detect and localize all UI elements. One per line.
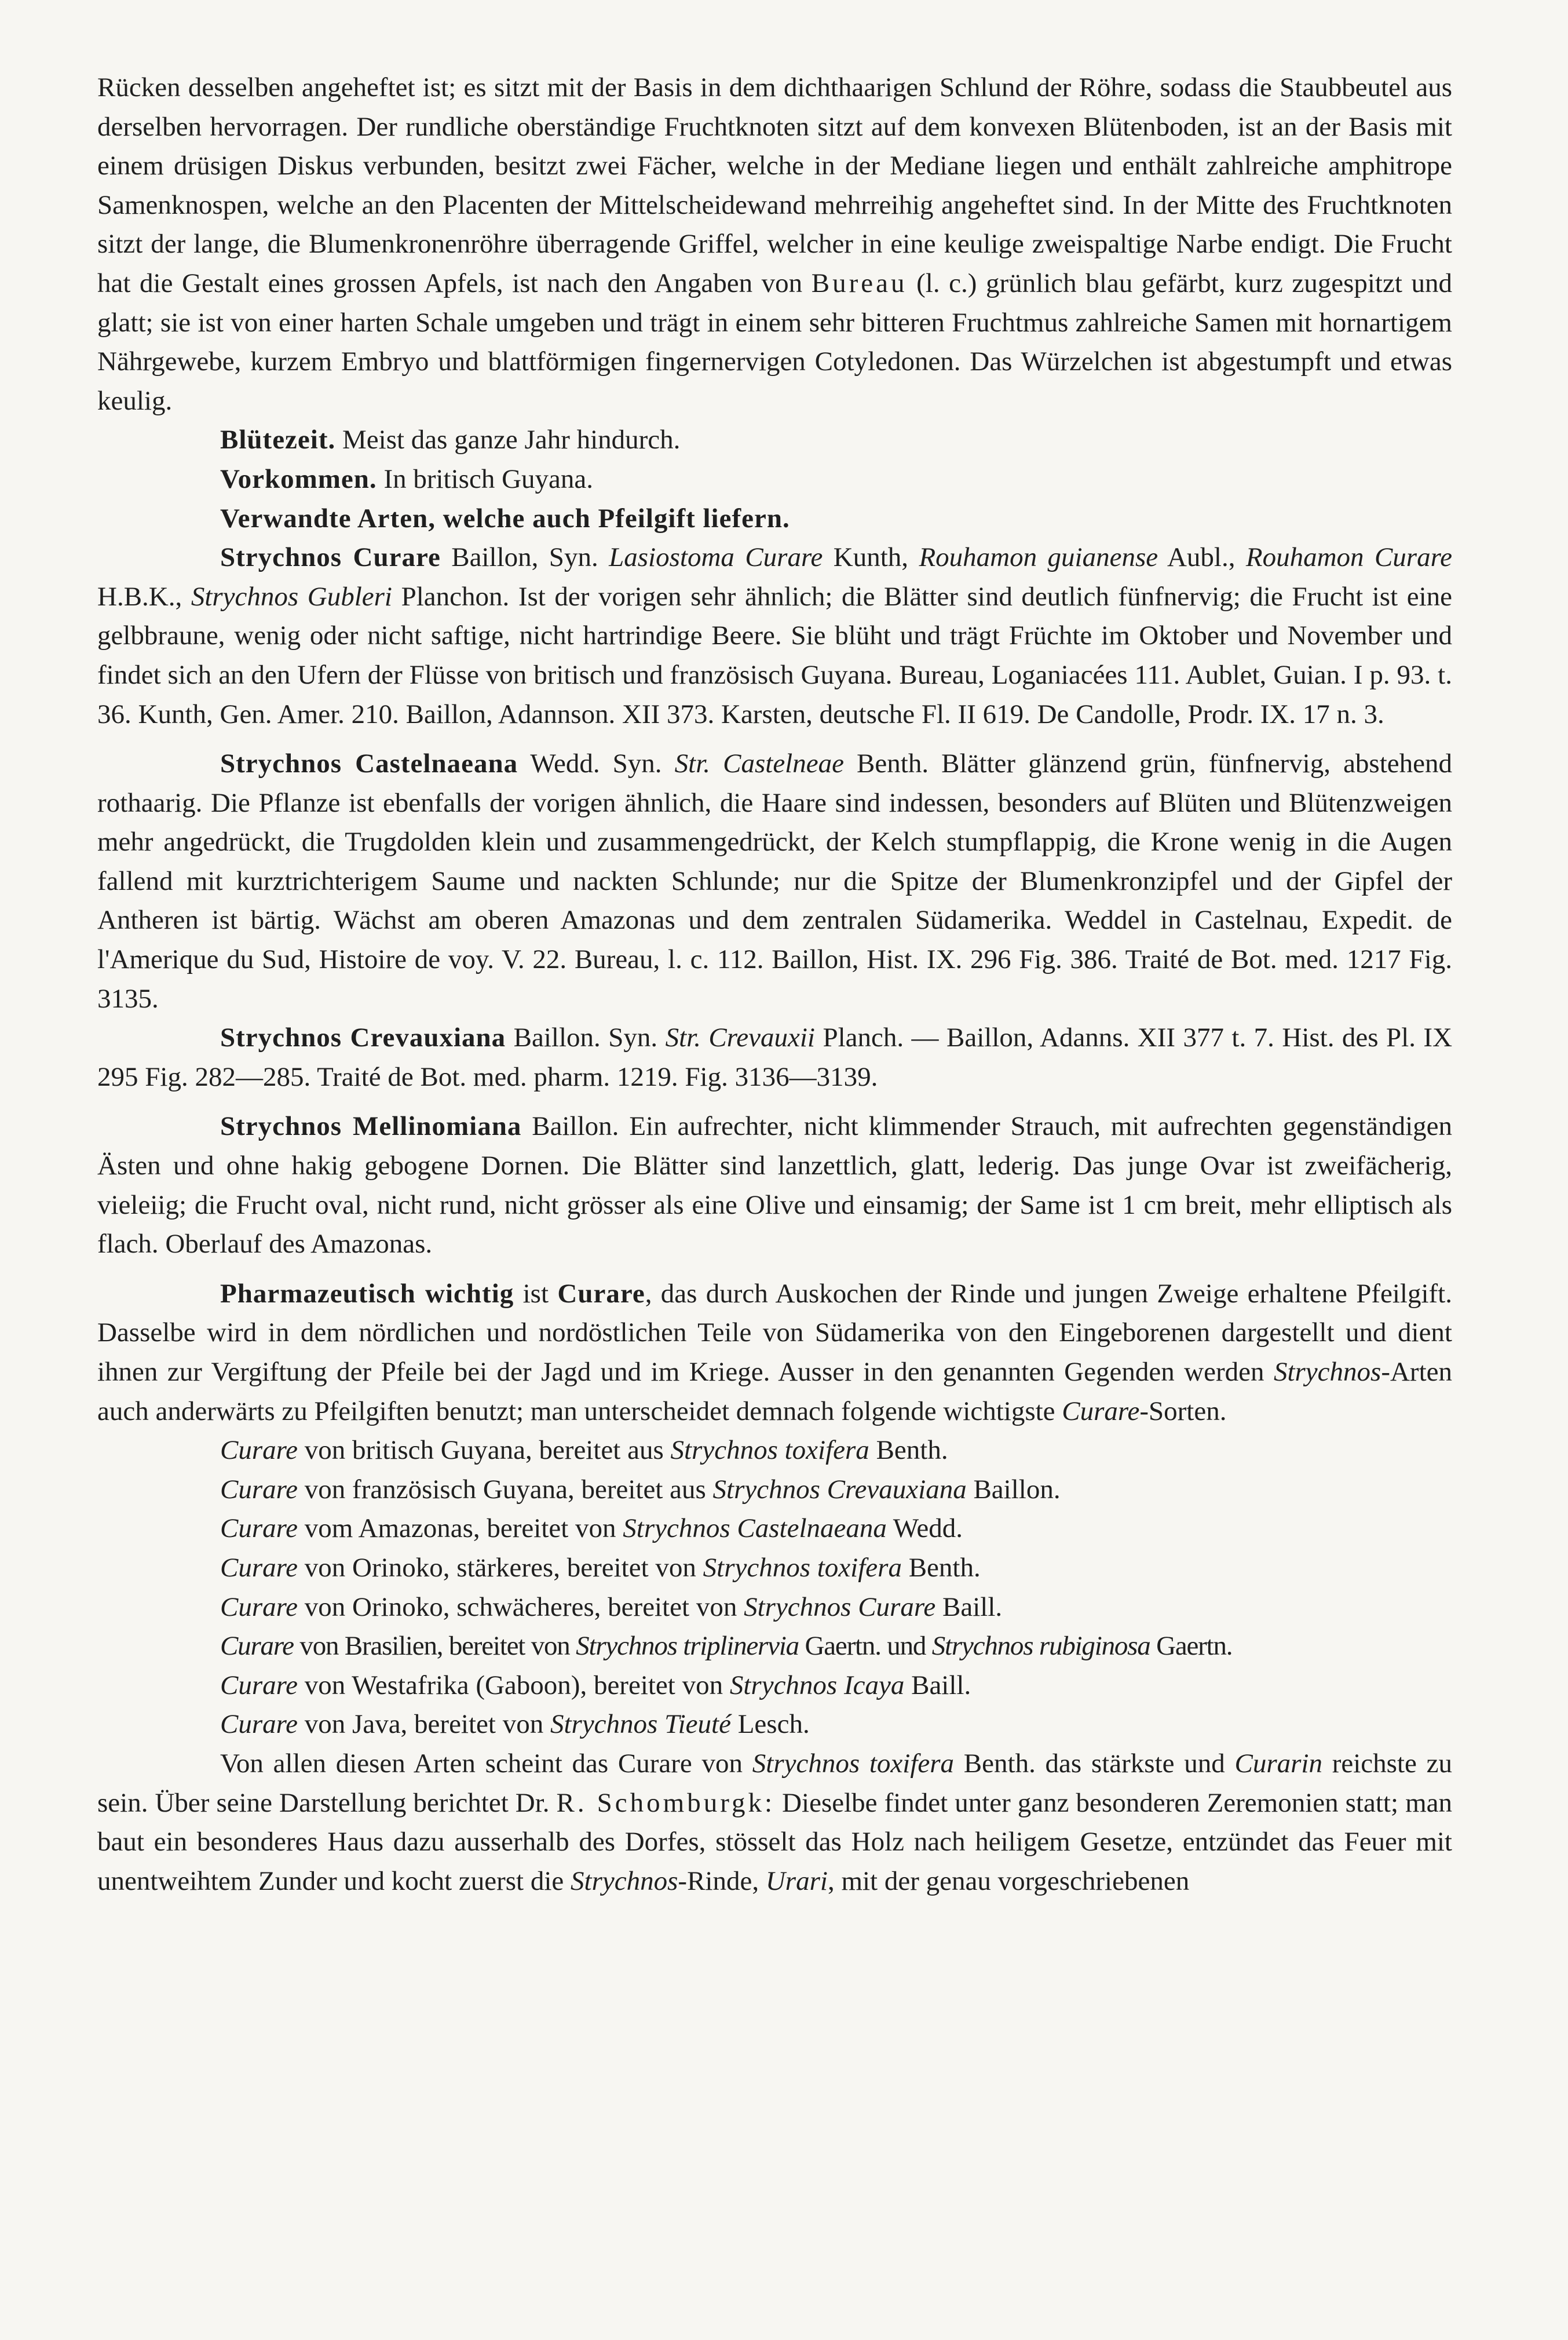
final-paragraph: Von allen diesen Arten scheint das Curare von Strychnos toxifera Benth. das stärkste und Curarin reichste zu sein. Über seine Darstellung berichtet Dr. R. Schomburgk: Dieselbe findet unter ganz besonderen Zeremonien statt; man baut ein besonderes Haus dazu ausserhalb des Dorfes, stösselt das Holz nach heiligem Gesetze, entzündet das Feuer mit unentweihtem Zunder und kocht zuerst die Strychnos-Rinde, Urari, mit der genau vorgeschriebenen — [97, 1748, 1452, 1896]
list-item: Curare von Orinoko, stärkeres, bereitet von Strychnos toxifera Benth. — [220, 1552, 981, 1583]
pharma-paragraph: Pharmazeutisch wichtig ist Curare, das durch Auskochen der Rinde und jungen Zweige erhaltene Pfeilgift. Dasselbe wird in dem nördlichen und nordöstlichen Teile von Südamerika von den Eingeborenen dargestellt und dient ihnen zur Vergiftung der Pfeile bei der Jagd und im Kriege. Ausser in den genannten Gegenden werden Strychnos-Arten auch anderwärts zu Pfeilgiften benutzt; man unterscheidet demnach folgende wichtigste Curare-Sorten. — [97, 1278, 1452, 1426]
species-castelnaeana: Strychnos Castelnaeana Wedd. Syn. Str. Castelneae Benth. Blätter glänzend grün, fünfnervig, abstehend rothaarig. Die Pflanze ist ebenfalls der vorigen ähnlich, die Haare sind indessen, besonders auf Blüten und Blütenzweigen mehr angedrückt, die Trugdolden klein und zusammengedrückt, der Kelch stumpflappig, die Krone wenig in die Augen fallend mit kurztrichterigem Saume und nackten Schlunde; nur die Spitze der Blumenkronzipfel und der Gipfel der Antheren ist bärtig. Wächst am oberen Amazonas und dem zentralen Südamerika. Weddel in Castelnau, Expedit. de l'Amerique du Sud, Histoire de voy. V. 22. Bureau, l. c. 112. Baillon, Hist. IX. 296 Fig. 386. Traité de Bot. med. 1217 Fig. 3135. — [97, 749, 1453, 1014]
opening-paragraph: Rücken desselben angeheftet ist; es sitzt mit der Basis in dem dichthaarigen Schlund der Röhre, sodass die Staubbeutel aus derselben hervorragen. Der rundliche oberständige Fruchtknoten sitzt auf dem konvexen Blütenboden, ist an der Basis mit einem drüsigen Diskus verbunden, besitzt zwei Fächer, welche in der Mediane liegen und enthält zahlreiche amphitrope Samenknospen, welche an den Placenten der Mittelscheidewand mehrreihig angeheftet sind. In der Mitte des Fruchtknoten sitzt der lange, die Blumenkronenröhre überragende Griffel, welcher in eine keulige zweispaltige Narbe endigt. Die Frucht hat die Gestalt eines grossen Apfels, ist nach den Angaben von Bureau (l. c.) grünlich blau gefärbt, kurz zugespitzt und glatt; sie ist von einer harten Schale umgeben und trägt in einem sehr bitteren Fruchtmus zahlreiche Samen mit hornartigem Nährgewebe, kurzem Embryo und blattförmigen fingernervigen Cotyledonen. Das Würzelchen ist abgestumpft und etwas keulig. — [97, 72, 1452, 416]
page-text — [97, 68, 1452, 1901]
verwandte-heading: Verwandte Arten, welche auch Pfeilgift liefern. — [220, 503, 790, 534]
species-mellinomiana: Strychnos Mellinomiana Baillon. Ein aufrechter, nicht klimmender Strauch, mit aufrechten gegenständigen Ästen und ohne hakig gebogene Dornen. Die Blätter sind lanzettlich, glatt, lederig. Das junge Ovar ist zweifächerig, vieleiig; die Frucht oval, nicht rund, nicht grösser als eine Olive und einsamig; der Same ist 1 cm breit, mehr elliptisch als flach. Oberlauf des Amazonas. — [97, 1111, 1452, 1260]
vorkommen-line: Vorkommen. In britisch Guyana. — [220, 463, 593, 494]
species-name: Strychnos Curare — [220, 542, 441, 573]
species-name: Strychnos Crevauxiana — [220, 1023, 506, 1053]
curare-list — [97, 1431, 1452, 1744]
list-item: Curare vom Amazonas, bereitet von Strychnos Castelnaeana Wedd. — [220, 1513, 963, 1544]
bluetezeit-label: Blütezeit. — [220, 425, 336, 455]
author-name: Bureau — [811, 268, 908, 298]
list-item: Curare von Java, bereitet von Strychnos Tieuté Lesch. — [220, 1709, 810, 1740]
bluetezeit-line: Blütezeit. Meist das ganze Jahr hindurch. — [220, 425, 681, 455]
species-crevauxiana: Strychnos Crevauxiana Baillon. Syn. Str. Crevauxii Planch. — Baillon, Adanns. XII 377 t. 7. Hist. des Pl. IX 295 Fig. 282—285. Traité de Bot. med. pharm. 1219. Fig. 3136—3139. — [97, 1023, 1453, 1092]
list-item: Curare von französisch Guyana, bereitet aus Strychnos Crevauxiana Baillon. — [220, 1474, 1061, 1505]
species-name: Strychnos Castelnaeana — [220, 749, 518, 779]
pharma-label: Pharmazeutisch wichtig — [220, 1278, 514, 1309]
species-curare: Strychnos Curare Baillon, Syn. Lasiostoma Curare Kunth, Rouhamon guianense Aubl., Rouhamon Curare H.B.K., Strychnos Gubleri Planchon. Ist der vorigen sehr ähnlich; die Blätter sind deutlich fünfnervig; die Frucht ist eine gelbbraune, wenig oder nicht saftige, nicht hartrindige Beere. Sie blüht und trägt Früchte im Oktober und November und findet sich an den Ufern der Flüsse von britisch und französisch Guyana. Bureau, Loganiacées 111. Aublet, Guian. I p. 93. t. 36. Kunth, Gen. Amer. 210. Baillon, Adannson. XII 373. Karsten, deutsche Fl. II 619. De Candolle, Prodr. IX. 17 n. 3. — [97, 542, 1452, 729]
author-name: R. Schomburgk: — [556, 1787, 776, 1818]
species-name: Strychnos Mellinomiana — [220, 1111, 522, 1142]
list-item: Curare von Orinoko, schwächeres, bereitet von Strychnos Curare Baill. — [220, 1591, 1003, 1622]
list-item: Curare von Brasilien, bereitet von Strychnos triplinervia Gaertn. und Strychnos rubiginosa Gaertn. — [220, 1631, 1233, 1662]
list-item: Curare von britisch Guyana, bereitet aus Strychnos toxifera Benth. — [220, 1435, 948, 1466]
list-item: Curare von Westafrika (Gaboon), bereitet von Strychnos Icaya Baill. — [220, 1670, 971, 1700]
vorkommen-label: Vorkommen. — [220, 463, 377, 494]
